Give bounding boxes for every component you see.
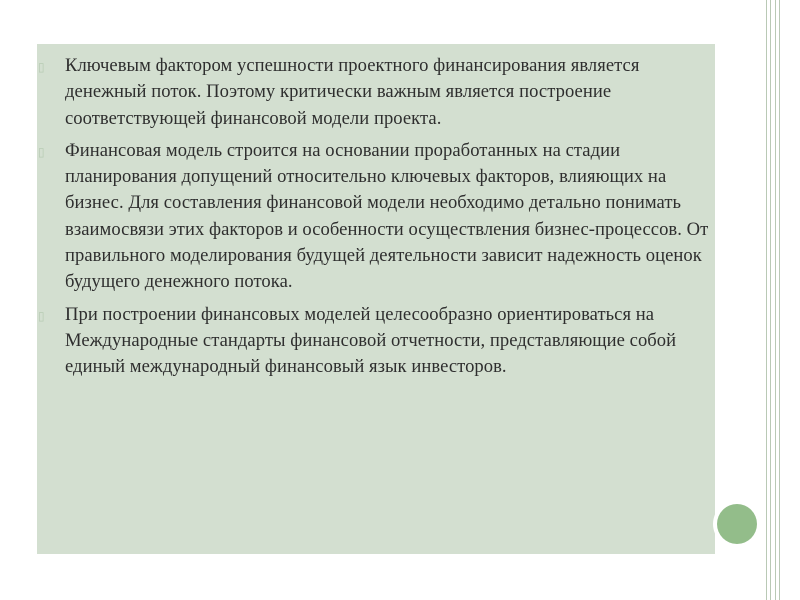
bullet-square-icon: ▯ — [38, 308, 45, 323]
content-box — [37, 44, 715, 554]
border-line — [775, 0, 776, 600]
bullet-text: Ключевым фактором успешности проектного финансирования является денежный поток. Поэтому критически важным является построение соответствующей финансовой модели проекта. — [65, 55, 640, 129]
border-line — [766, 0, 767, 600]
bullet-list — [38, 53, 715, 387]
bullet-item — [38, 53, 715, 132]
decorative-circle-icon — [713, 500, 761, 548]
border-line — [779, 0, 780, 600]
bullet-text: При построении финансовых моделей целесообразно ориентироваться на Международные стандарты финансовой отчетности, представляющие собой единый международный финансовый язык инвесторов. — [65, 303, 677, 378]
bullet-text: Финансовая модель строится на основании проработанных на стадии планирования допущений относительно ключевых факторов, влияющих на бизнес. Для составления финансовой модели необходимо детально понимать взаимосвязи этих факторов и особенности осуществления бизнес-процессов. От правильного моделирования будущей деятельности зависит надежность оценок будущего денежного потока. — [65, 139, 709, 293]
bullet-item — [38, 138, 715, 296]
border-line — [770, 0, 771, 600]
bullet-square-icon: ▯ — [38, 144, 45, 159]
bullet-square-icon: ▯ — [38, 60, 45, 74]
bullet-item — [38, 302, 715, 381]
decorative-circle-fill — [717, 504, 757, 544]
